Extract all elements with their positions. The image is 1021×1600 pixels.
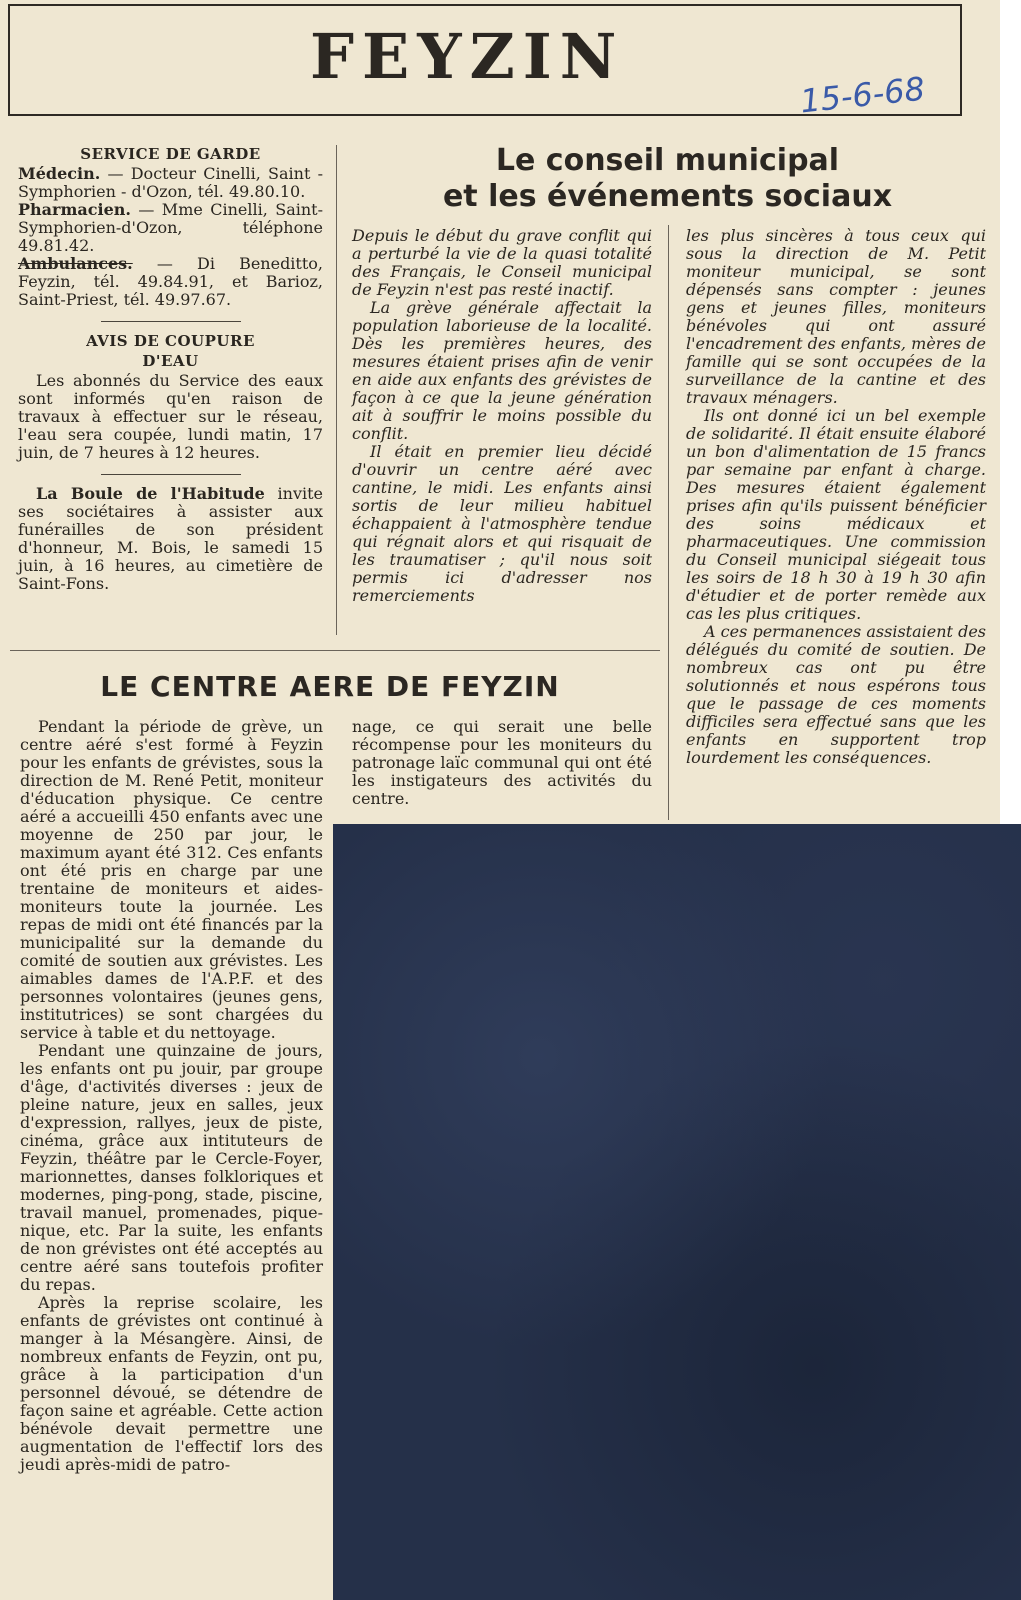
- centre-paragraph: nage, ce qui serait une belle récompense pour les moniteurs du patronage laïc communal qui ont été les instigateurs des activités du centre.: [352, 717, 652, 808]
- article-paragraph: A ces permanences assistaient des délégués du comité de soutien. De nombreux cas ont pu être solutionnés et nous espérons tous que le passage de ces moments difficiles sera effectué sans que les enfants en supportent trop lourdement les conséquences.: [686, 622, 986, 767]
- centre-column-1: [20, 718, 323, 1474]
- ambulances-notice: [18, 255, 323, 309]
- article-paragraph: Il était en premier lieu décidé d'ouvrir un centre aéré avec cantine, le midi. Les enfants ainsi sortis de leur milieu habituel échappaient à l'atmosphère tendue qui régnait alors et qui risquait de les traumatiser ; qu'il nous soit permis ici d'adresser nos remerciements: [352, 442, 652, 605]
- pharmacien-label: Pharmacien.: [18, 200, 131, 219]
- masthead-title: FEYZIN: [310, 20, 625, 93]
- boule-label: La Boule de l'Habitude: [36, 484, 265, 503]
- centre-paragraph: Pendant la période de grève, un centre aéré s'est formé à Feyzin pour les enfants de grévistes, sous la direction de M. René Petit, moniteur d'éducation physique. Ce centre aéré a accueilli 450 enfants avec une moyenne de 250 par jour, le maximum ayant été 312. Ces enfants ont été pris en charge par une trentaine de moniteurs et aides-moniteurs toute la journée. Les repas de midi ont été financés par la municipalité sur la demande du comité de soutien aux grévistes. Les aimables dames de l'A.P.F. et des personnes volontaires (jeunes gens, institutrices) se sont chargées du service à table et du nettoyage.: [20, 717, 323, 1042]
- article-headline-line1: Le conseil municipal: [495, 143, 840, 178]
- article-paragraph: les plus sincères à tous ceux qui sous la direction de M. Petit moniteur municipal, se sont dépensés sans compter : jeunes gens et jeunes filles, moniteurs bénévoles qui ont assuré l'encadrement des enfants, mères de famille qui se sont occupées de la surveillance de la cantine et des travaux ménagers.: [686, 226, 986, 407]
- article-column-2: [686, 227, 986, 767]
- column-rule: [668, 225, 669, 820]
- medecin-notice: [18, 165, 323, 201]
- backing-paper: [333, 824, 1021, 1600]
- centre-headline: LE CENTRE AERE DE FEYZIN: [100, 670, 560, 703]
- left-column: [18, 145, 323, 593]
- avis-heading-line2: D'EAU: [142, 352, 199, 370]
- centre-paragraph: Pendant une quinzaine de jours, les enfants ont pu jouir, par groupe d'âge, d'activités diverses : jeux de pleine nature, jeux en salles, jeux d'expression, rallyes, jeux de piste, cinéma, grâce aux intituteurs de Feyzin, théâtre par le Cercle-Foyer, marionnettes, danses folkloriques et modernes, ping-pong, stade, piscine, travail manuel, promenades, pique-nique, etc. Par la suite, les enfants de non grévistes ont été acceptés au centre aéré sans toutefois profiter du repas.: [20, 1041, 323, 1294]
- article-headline: [345, 143, 990, 215]
- article-paragraph: Depuis le début du grave conflit qui a perturbé la vie de la quasi totalité des Français, le Conseil municipal de Feyzin n'est pas resté inactif.: [352, 226, 652, 299]
- avis-heading-line1: AVIS DE COUPURE: [86, 332, 255, 350]
- column-rule: [336, 145, 337, 635]
- divider: [101, 321, 241, 322]
- masthead: [8, 4, 962, 121]
- service-heading: SERVICE DE GARDE: [80, 145, 261, 163]
- pharmacien-notice: [18, 201, 323, 255]
- ambulances-label: Ambulances.: [18, 254, 133, 273]
- centre-column-2: [352, 718, 652, 808]
- handwritten-date: 15-6-68: [798, 69, 927, 121]
- section-divider: [10, 650, 660, 651]
- article-column-1: [352, 227, 652, 605]
- pharmacien-text: — Mme Cinelli, Saint-Symphorien-d'Ozon, téléphone 49.81.42.: [18, 200, 323, 255]
- article-paragraph: La grève générale affectait la population laborieuse de la localité. Dès les premières heures, des mesures étaient prises afin de venir en aide aux enfants des grévistes de façon à ce que la jeune génération ait à souffrir le moins possible du conflit.: [352, 298, 652, 443]
- divider: [101, 474, 241, 475]
- ambulances-text: — Di Beneditto, Feyzin, tél. 49.84.91, et Barioz, Saint-Priest, tél. 49.97.67.: [18, 254, 323, 309]
- article-paragraph: Ils ont donné ici un bel exemple de solidarité. Il était ensuite élaboré un bon d'alimentation de 15 francs par semaine par enfant à charge. Des mesures étaient également prises afin qu'ils puissent bénéficier des soins médicaux et pharmaceutiques. Une commission du Conseil municipal siégeait tous les soirs de 18 h 30 à 19 h 30 afin d'étudier et de porter remède aux cas les plus critiques.: [686, 406, 986, 623]
- medecin-text: — Docteur Cinelli, Saint - Symphorien - d'Ozon, tél. 49.80.10.: [18, 164, 323, 201]
- centre-paragraph: Après la reprise scolaire, les enfants de grévistes ont continué à manger à la Mésangère. Ainsi, de nombreux enfants de Feyzin, ont pu, grâce à la participation d'un personnel dévoué, se détendre de façon saine et agréable. Cette action bénévole devait permettre une augmentation de l'effectif lors des jeudi après-midi de patro-: [20, 1293, 323, 1474]
- article-headline-line2: et les événements sociaux: [442, 179, 893, 214]
- medecin-label: Médecin.: [18, 164, 101, 183]
- boule-notice: [18, 485, 323, 593]
- avis-text: Les abonnés du Service des eaux sont informés qu'en raison de travaux à effectuer sur le réseau, l'eau sera coupée, lundi matin, 17 juin, de 7 heures à 12 heures.: [18, 371, 323, 462]
- boule-text: invite ses sociétaires à assister aux funérailles de son président d'honneur, M. Bois, le samedi 15 juin, à 16 heures, au cimetière de Saint-Fons.: [18, 484, 323, 593]
